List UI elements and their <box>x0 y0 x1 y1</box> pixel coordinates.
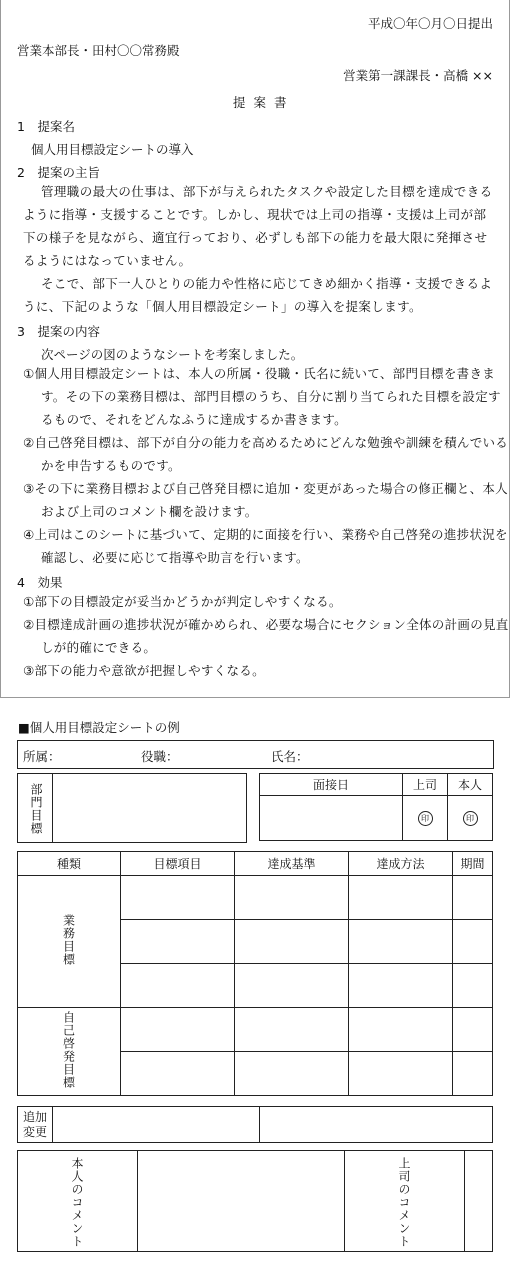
self-comment-field[interactable] <box>138 1151 345 1252</box>
comments-table <box>17 1150 493 1252</box>
sender: 営業第一課課長・高橋 ×× <box>343 68 493 83</box>
add-change-label-cell <box>18 1107 53 1143</box>
section-4-heading: 4 効果 <box>17 575 63 590</box>
self-comment-label-cell <box>18 1151 138 1252</box>
add-change-cell-2[interactable] <box>260 1107 493 1143</box>
table-cell[interactable] <box>349 964 453 1008</box>
self-comment-label: 本人のコメント <box>70 1157 84 1248</box>
interview-table <box>259 773 493 841</box>
add-change-table <box>17 1106 493 1143</box>
boss-comment-label: 上司のコメント <box>397 1157 411 1248</box>
table-cell[interactable] <box>121 964 235 1008</box>
work-goal-label: 業務目標 <box>61 914 76 966</box>
table-cell[interactable] <box>453 1052 493 1096</box>
document-title: 提 案 書 <box>233 95 289 110</box>
table-cell[interactable] <box>235 876 349 920</box>
table-cell[interactable] <box>349 876 453 920</box>
table-cell[interactable] <box>235 1052 349 1096</box>
section-3-item-4: ④上司はこのシートに基づいて、定期的に面接を行い、業務や自己啓発の進捗状況を確認し、必要に応じて指導や助言を行います。 <box>23 527 508 565</box>
table-cell[interactable] <box>235 964 349 1008</box>
self-stamp-icon: 印 <box>463 811 478 826</box>
table-cell[interactable] <box>349 920 453 964</box>
section-3-heading: 3 提案の内容 <box>17 324 100 339</box>
section-3-item-1: ①個人用目標設定シートは、本人の所属・役職・氏名に続いて、部門目標を書きます。その下の業務目標は、部門目標のうち、自分に割り当てられた目標を設定するもので、それをどんなふうに達成するか書きます。 <box>23 366 501 427</box>
col-period: 期間 <box>453 852 493 876</box>
boss-header: 上司 <box>403 774 448 796</box>
section-1-heading: 1 提案名 <box>17 119 75 134</box>
section-3-intro: 次ページの図のようなシートを考案しました。 <box>41 347 304 362</box>
section-2-paragraph-2: そこで、部下一人ひとりの能力や性格に応じてきめ細かく指導・支援できるように、下記のような「個人用目標設定シート」の導入を提案します。 <box>23 276 493 314</box>
employee-info-box <box>17 740 494 769</box>
table-cell[interactable] <box>349 1008 453 1052</box>
section-3-item-3: ③その下に業務目標および自己啓発目標に追加・変更があった場合の修正欄と、本人および上司のコメント欄を設けます。 <box>23 481 508 519</box>
section-4-item-2: ②目標達成計画の進捗状況が確かめられ、必要な場合にセクション全体の計画の見直しが的確にできる。 <box>23 617 509 655</box>
interview-date-cell[interactable] <box>260 796 403 841</box>
table-cell[interactable] <box>453 964 493 1008</box>
section-1-body: 個人用目標設定シートの導入 <box>31 142 194 157</box>
work-goal-label-cell <box>18 876 121 1008</box>
col-type: 種類 <box>18 852 121 876</box>
submission-date: 平成〇年〇月〇日提出 <box>367 16 493 31</box>
affiliation-label: 所属： <box>23 749 61 764</box>
table-cell[interactable] <box>121 1008 235 1052</box>
boss-comment-label-cell <box>345 1151 465 1252</box>
boss-stamp-icon: 印 <box>418 811 433 826</box>
col-criteria: 達成基準 <box>235 852 349 876</box>
selfdev-goal-label: 自己啓発目標 <box>61 1011 76 1089</box>
table-cell[interactable] <box>453 920 493 964</box>
section-4-item-1: ①部下の目標設定が妥当かどうかが判定しやすくなる。 <box>23 594 342 609</box>
table-cell[interactable] <box>121 876 235 920</box>
dept-goal-label-cell <box>18 774 53 842</box>
name-label: 氏名： <box>271 749 309 764</box>
goal-table <box>17 851 493 1096</box>
table-cell[interactable] <box>235 920 349 964</box>
add-change-cell-1[interactable] <box>53 1107 260 1143</box>
addressee: 営業本部長・田村〇〇常務殿 <box>17 43 180 58</box>
position-label: 役職： <box>141 749 179 764</box>
dept-goal-label: 部門目標 <box>29 783 43 835</box>
table-cell[interactable] <box>349 1052 453 1096</box>
col-item: 目標項目 <box>121 852 235 876</box>
dept-goal-box <box>17 773 247 843</box>
section-2-heading: 2 提案の主旨 <box>17 165 100 180</box>
table-cell[interactable] <box>121 920 235 964</box>
section-3-item-2: ②自己啓発目標は、部下が自分の能力を高めるためにどんな勉強や訓練を積んでいるかを申告するものです。 <box>23 435 509 473</box>
self-header: 本人 <box>448 774 493 796</box>
boss-stamp-cell[interactable] <box>403 796 448 841</box>
table-cell[interactable] <box>121 1052 235 1096</box>
selfdev-goal-label-cell <box>18 1008 121 1096</box>
col-method: 達成方法 <box>349 852 453 876</box>
table-cell[interactable] <box>453 876 493 920</box>
sheet-caption: ■個人用目標設定シートの例 <box>18 720 180 735</box>
section-2-paragraph-1: 管理職の最大の仕事は、部下が与えられたタスクや設定した目標を達成できるように指導・支援することです。しかし、現状では上司の指導・支援は上司が部下の様子を見ながら、適宜行っており、必ずしも部下の能力を最大限に発揮させるようにはなっていません。 <box>23 184 493 268</box>
change-label: 変更 <box>22 1124 47 1139</box>
interview-date-header: 面接日 <box>260 774 403 796</box>
section-4-item-3: ③部下の能力や意欲が把握しやすくなる。 <box>23 663 265 678</box>
table-cell[interactable] <box>235 1008 349 1052</box>
add-label: 追加 <box>22 1109 47 1124</box>
boss-comment-field[interactable] <box>465 1151 493 1252</box>
self-stamp-cell[interactable] <box>448 796 493 841</box>
goal-sheet-example <box>0 697 510 1263</box>
table-cell[interactable] <box>453 1008 493 1052</box>
